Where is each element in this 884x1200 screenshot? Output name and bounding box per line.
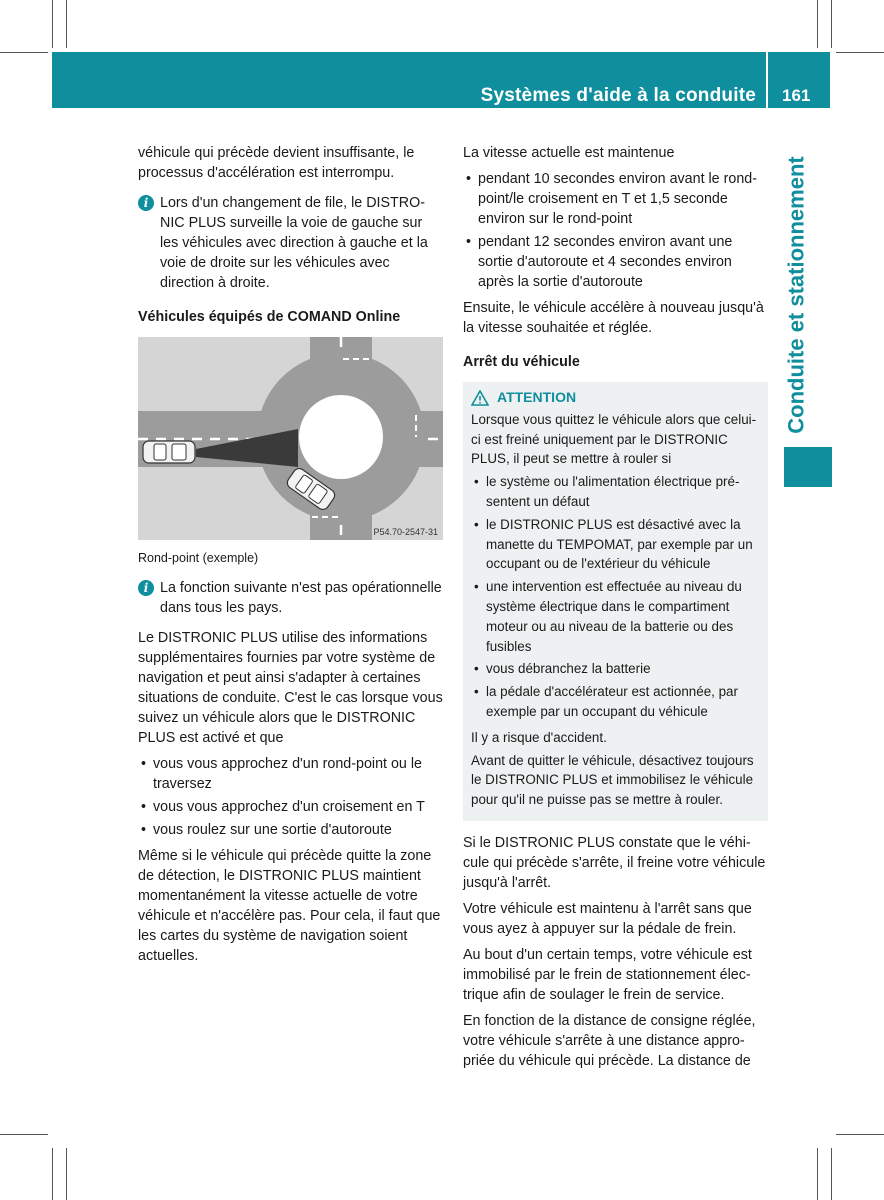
paragraph: En fonction de la distance de consigne réglée, votre véhicule s'arrête à une distance appropriée du véhicule qui précède. La distance de <box>463 1012 756 1069</box>
warning-box <box>463 382 768 821</box>
side-tab-label: Conduite et stationnement <box>784 156 810 434</box>
crop-mark <box>831 1148 832 1200</box>
page-number-box <box>768 52 830 108</box>
warning-advice: Avant de quitter le véhicule, désactivez toujours le DISTRONIC PLUS et immobilisez le véhicule pour qu'il ne puisse pas se mettre à rouler. <box>471 752 754 808</box>
paragraph: Ensuite, le véhicule accélère à nouveau jusqu'à la vitesse souhaitée et réglée. <box>463 300 764 336</box>
left-column <box>138 143 443 972</box>
crop-mark <box>0 52 48 53</box>
crop-mark <box>817 1148 818 1200</box>
car-icon <box>143 441 195 463</box>
bullet-list <box>138 754 443 840</box>
paragraph: La vitesse actuelle est maintenue <box>463 145 675 161</box>
crop-mark <box>66 0 67 48</box>
list-item: • la pédale d'accélérateur est actionnée, par exemple par un occupant du véhicule <box>471 682 760 722</box>
side-tab <box>774 145 820 445</box>
warning-triangle-icon <box>471 390 489 406</box>
section-heading: Véhicules équipés de COMAND Online <box>138 309 401 325</box>
roundabout-figure <box>138 337 443 540</box>
warning-title: ATTENTION <box>497 389 577 405</box>
section-heading: Arrêt du véhicule <box>463 354 580 370</box>
figure-code: P54.70-2547-31 <box>373 527 438 537</box>
page-number: 161 <box>782 86 811 105</box>
crop-mark <box>836 1134 884 1135</box>
crop-mark <box>836 52 884 53</box>
page-header-title: Systèmes d'aide à la conduite <box>480 85 756 106</box>
warning-title-row <box>471 388 760 408</box>
info-text: La fonction suivante n'est pas opérationnelle dans tous les pays. <box>160 580 442 616</box>
side-tab-marker <box>784 447 832 487</box>
list-item: • vous vous approchez d'un rond-point ou le traversez <box>138 754 443 794</box>
bullet-list <box>463 169 768 292</box>
warning-bullet-list <box>471 472 760 722</box>
header-bar <box>52 52 766 108</box>
paragraph: Si le DISTRONIC PLUS constate que le véhicule qui précède s'arrête, il freine votre véhicule jusqu'à l'arrêt. <box>463 834 766 891</box>
list-item: • pendant 10 secondes environ avant le rond-point/le croisement en T et 1,5 seconde environ sur le rond-point <box>463 169 768 229</box>
list-item: • vous roulez sur une sortie d'autoroute <box>138 820 443 840</box>
crop-mark <box>817 0 818 48</box>
info-note <box>138 578 443 618</box>
paragraph: Le DISTRONIC PLUS utilise des informations supplémentaires fournies par votre système de navigation et peut ainsi s'adapter à certaines situations de conduite. C'est le cas lorsque vous suivez un véhicule alors que le DISTRONIC PLUS est activé et que <box>138 630 443 746</box>
list-item: • pendant 12 secondes environ avant une sortie d'autoroute et 4 secondes environ après la sortie d'autoroute <box>463 232 768 292</box>
roundabout-diagram <box>138 337 443 540</box>
info-text: Lors d'un changement de file, le DISTRONIC PLUS surveille la voie de gauche sur les véhicules avec direction à gauche et la voie de droite sur les véhicules avec direction à droite. <box>160 195 428 291</box>
list-item: • le DISTRONIC PLUS est désactivé avec la manette du TEMPOMAT, par exemple par un occupant ou de l'extérieur du véhicule <box>471 515 760 574</box>
figure-caption: Rond-point (exemple) <box>138 551 259 565</box>
crop-mark <box>52 0 53 48</box>
paragraph: Votre véhicule est maintenu à l'arrêt sans que vous ayez à appuyer sur la pédale de frein. <box>463 900 752 937</box>
warning-intro: Lorsque vous quittez le véhicule alors que celui-ci est freiné uniquement par le DISTRONIC PLUS, il peut se mettre à rouler si <box>471 411 757 467</box>
paragraph: Au bout d'un certain temps, votre véhicule est immobilisé par le frein de stationnement électrique afin de soulager le frein de service. <box>463 946 752 1003</box>
crop-mark <box>52 1148 53 1200</box>
list-item: • vous débranchez la batterie <box>471 659 760 679</box>
list-item: • le système ou l'alimentation électrique présentent un défaut <box>471 472 760 512</box>
paragraph: Même si le véhicule qui précède quitte la zone de détection, le DISTRONIC PLUS maintient momentanément la vitesse actuelle de votre véhicule et n'accélère pas. Pour cela, il faut que les cartes du système de navigation soient actuelles. <box>138 848 441 964</box>
list-item: • une intervention est effectuée au niveau du système électrique dans le compartiment moteur ou au niveau de la batterie ou des fusibles <box>471 577 760 656</box>
list-item: • vous vous approchez d'un croisement en T <box>138 797 443 817</box>
info-note <box>138 193 443 293</box>
paragraph: véhicule qui précède devient insuffisante, le processus d'accélération est interrompu. <box>138 145 415 181</box>
crop-mark <box>66 1148 67 1200</box>
warning-risk: Il y a risque d'accident. <box>471 729 607 745</box>
crop-mark <box>0 1134 48 1135</box>
crop-mark <box>831 0 832 48</box>
info-icon: i <box>138 580 154 596</box>
right-column <box>463 143 768 1077</box>
info-icon: i <box>138 195 154 211</box>
